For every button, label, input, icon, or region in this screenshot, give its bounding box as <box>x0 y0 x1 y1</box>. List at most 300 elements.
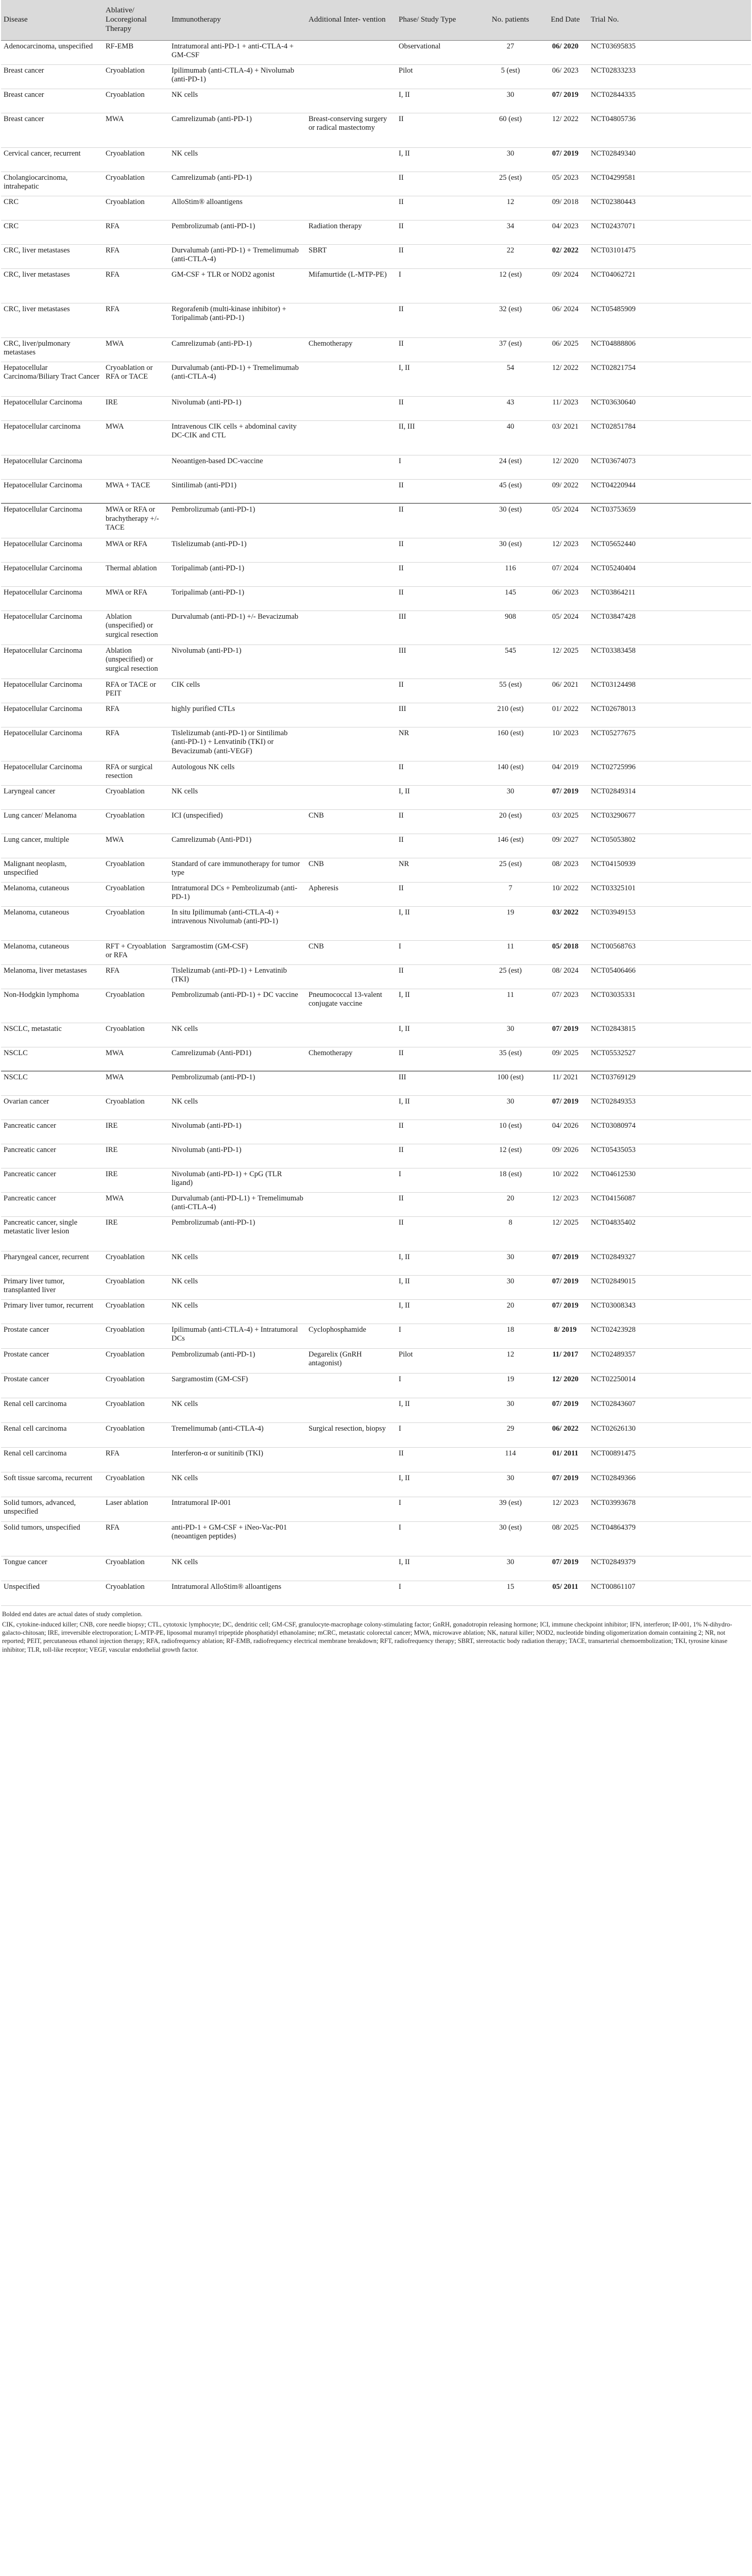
cell-end-date: 10/ 2022 <box>542 882 588 906</box>
table-row <box>1 420 751 455</box>
cell-phase: II <box>396 337 478 362</box>
cell-phase: I <box>396 1581 478 1605</box>
cell-patients: 30 <box>478 1472 542 1497</box>
cell-disease: CRC <box>1 220 103 244</box>
cell-additional-intervention <box>306 420 396 455</box>
cell-end-date: 12/ 2022 <box>542 113 588 147</box>
cell-immunotherapy: Ipilimumab (anti-CTLA-4) + Nivolumab (anti-PD-1) <box>169 64 306 89</box>
table-row <box>1 40 751 64</box>
cell-phase: I <box>396 1373 478 1398</box>
table-row <box>1 1447 751 1472</box>
cell-trial-no: NCT04612530 <box>588 1168 751 1192</box>
table-row <box>1 1398 751 1422</box>
cell-phase: II <box>396 834 478 858</box>
cell-phase: I, II <box>396 1299 478 1324</box>
cell-ablative-therapy: RFA <box>103 964 169 989</box>
cell-ablative-therapy: IRE <box>103 1120 169 1144</box>
cell-disease: Pancreatic cancer <box>1 1120 103 1144</box>
cell-disease: Renal cell carcinoma <box>1 1447 103 1472</box>
table-row <box>1 858 751 882</box>
cell-trial-no: NCT03993678 <box>588 1497 751 1521</box>
cell-phase: III <box>396 703 478 727</box>
cell-patients: 146 (est) <box>478 834 542 858</box>
cell-immunotherapy: Intratumoral anti-PD-1 + anti-CTLA-4 + GM-CSF <box>169 40 306 64</box>
table-row <box>1 172 751 196</box>
cell-phase: II <box>396 1216 478 1251</box>
cell-ablative-therapy: RFA <box>103 268 169 303</box>
cell-ablative-therapy: Cryoablation <box>103 1556 169 1581</box>
cell-patients: 45 (est) <box>478 479 542 503</box>
cell-disease: CRC, liver metastases <box>1 303 103 337</box>
cell-patients: 20 <box>478 1192 542 1216</box>
table-row <box>1 989 751 1023</box>
cell-disease: Prostate cancer <box>1 1324 103 1348</box>
cell-immunotherapy: Intratumoral IP-001 <box>169 1497 306 1521</box>
cell-trial-no: NCT03674073 <box>588 455 751 479</box>
cell-trial-no: NCT05406466 <box>588 964 751 989</box>
cell-trial-no: NCT02844335 <box>588 89 751 113</box>
cell-phase: I, II <box>396 89 478 113</box>
cell-immunotherapy: Pembrolizumab (anti-PD-1) <box>169 503 306 538</box>
cell-immunotherapy: Intratumoral DCs + Pembrolizumab (anti-PD-1) <box>169 882 306 906</box>
cell-phase: I, II <box>396 1251 478 1275</box>
cell-additional-intervention <box>306 1095 396 1120</box>
cell-phase: I, II <box>396 1398 478 1422</box>
table-row <box>1 244 751 268</box>
cell-additional-intervention <box>306 1299 396 1324</box>
cell-patients: 30 <box>478 1398 542 1422</box>
cell-ablative-therapy: Cryoablation <box>103 1373 169 1398</box>
cell-phase: III <box>396 1071 478 1095</box>
cell-disease: CRC, liver metastases <box>1 244 103 268</box>
cell-patients: 19 <box>478 906 542 940</box>
cell-additional-intervention <box>306 785 396 809</box>
cell-additional-intervention <box>306 362 396 396</box>
cell-ablative-therapy: Cryoablation <box>103 147 169 172</box>
cell-phase: I, II <box>396 906 478 940</box>
cell-ablative-therapy: Cryoablation <box>103 1275 169 1299</box>
cell-disease: Cervical cancer, recurrent <box>1 147 103 172</box>
table-row <box>1 1251 751 1275</box>
cell-end-date: 06/ 2023 <box>542 586 588 611</box>
cell-additional-intervention: Mifamurtide (L-MTP-PE) <box>306 268 396 303</box>
cell-additional-intervention <box>306 964 396 989</box>
cell-ablative-therapy: RFA or TACE or PEIT <box>103 679 169 703</box>
cell-phase: II <box>396 113 478 147</box>
cell-disease: Hepatocellular Carcinoma <box>1 455 103 479</box>
cell-ablative-therapy: Ablation (unspecified) or surgical resection <box>103 611 169 645</box>
header-row <box>1 0 751 40</box>
cell-ablative-therapy: IRE <box>103 1144 169 1168</box>
header-end-date: End Date <box>542 0 588 40</box>
table-row <box>1 268 751 303</box>
cell-phase: I, II <box>396 1472 478 1497</box>
cell-patients: 30 <box>478 1023 542 1047</box>
cell-end-date: 04/ 2026 <box>542 1120 588 1144</box>
header-additional-intervention: Additional Inter- vention <box>306 0 396 40</box>
table-row <box>1 303 751 337</box>
cell-end-date: 09/ 2026 <box>542 1144 588 1168</box>
cell-immunotherapy: NK cells <box>169 1398 306 1422</box>
table-row <box>1 834 751 858</box>
cell-additional-intervention <box>306 40 396 64</box>
table-row <box>1 1581 751 1605</box>
table-row <box>1 1275 751 1299</box>
cell-disease: Hepatocellular Carcinoma <box>1 479 103 503</box>
header-trial-no: Trial No. <box>588 0 751 40</box>
cell-phase: II <box>396 396 478 420</box>
cell-trial-no: NCT03124498 <box>588 679 751 703</box>
cell-disease: Lung cancer, multiple <box>1 834 103 858</box>
cell-end-date: 05/ 2018 <box>542 940 588 964</box>
table-row <box>1 679 751 703</box>
cell-disease: Solid tumors, advanced, unspecified <box>1 1497 103 1521</box>
header-phase: Phase/ Study Type <box>396 0 478 40</box>
cell-phase: II <box>396 244 478 268</box>
cell-trial-no: NCT02849015 <box>588 1275 751 1299</box>
cell-ablative-therapy: MWA <box>103 1047 169 1071</box>
cell-trial-no: NCT02849340 <box>588 147 751 172</box>
cell-trial-no: NCT05053802 <box>588 834 751 858</box>
cell-patients: 30 <box>478 89 542 113</box>
cell-disease: Breast cancer <box>1 113 103 147</box>
cell-patients: 12 (est) <box>478 268 542 303</box>
cell-end-date: 8/ 2019 <box>542 1324 588 1348</box>
cell-disease: CRC <box>1 196 103 220</box>
cell-phase: II <box>396 1047 478 1071</box>
cell-end-date: 07/ 2019 <box>542 1251 588 1275</box>
cell-additional-intervention <box>306 1556 396 1581</box>
cell-ablative-therapy <box>103 455 169 479</box>
cell-trial-no: NCT03290677 <box>588 809 751 834</box>
table-row <box>1 396 751 420</box>
cell-disease: Hepatocellular Carcinoma <box>1 396 103 420</box>
table-row <box>1 586 751 611</box>
cell-ablative-therapy: RFT + Cryoablation or RFA <box>103 940 169 964</box>
cell-additional-intervention <box>306 645 396 679</box>
cell-disease: Pancreatic cancer <box>1 1168 103 1192</box>
cell-end-date: 12/ 2020 <box>542 1373 588 1398</box>
cell-end-date: 07/ 2019 <box>542 1023 588 1047</box>
cell-trial-no: NCT05532527 <box>588 1047 751 1071</box>
cell-end-date: 03/ 2021 <box>542 420 588 455</box>
table-row <box>1 562 751 586</box>
cell-ablative-therapy: Thermal ablation <box>103 562 169 586</box>
cell-additional-intervention <box>306 1251 396 1275</box>
cell-disease: Melanoma, cutaneous <box>1 882 103 906</box>
table-row <box>1 882 751 906</box>
cell-immunotherapy: Nivolumab (anti-PD-1) <box>169 645 306 679</box>
cell-disease: CRC, liver metastases <box>1 268 103 303</box>
cell-additional-intervention <box>306 89 396 113</box>
cell-trial-no: NCT04805736 <box>588 113 751 147</box>
cell-end-date: 05/ 2024 <box>542 611 588 645</box>
cell-immunotherapy: Nivolumab (anti-PD-1) + CpG (TLR ligand) <box>169 1168 306 1192</box>
cell-ablative-therapy: Cryoablation <box>103 809 169 834</box>
cell-patients: 34 <box>478 220 542 244</box>
cell-patients: 32 (est) <box>478 303 542 337</box>
cell-trial-no: NCT03949153 <box>588 906 751 940</box>
cell-trial-no: NCT02489357 <box>588 1348 751 1373</box>
table-row <box>1 1521 751 1556</box>
cell-trial-no: NCT04220944 <box>588 479 751 503</box>
cell-phase: I, II <box>396 1556 478 1581</box>
cell-patients: 22 <box>478 244 542 268</box>
cell-patients: 100 (est) <box>478 1071 542 1095</box>
cell-ablative-therapy: MWA <box>103 420 169 455</box>
cell-trial-no: NCT03630640 <box>588 396 751 420</box>
cell-trial-no: NCT03695835 <box>588 40 751 64</box>
table-row <box>1 1168 751 1192</box>
cell-immunotherapy: NK cells <box>169 1275 306 1299</box>
cell-ablative-therapy: Cryoablation <box>103 1581 169 1605</box>
cell-patients: 11 <box>478 940 542 964</box>
table-row <box>1 1047 751 1071</box>
header-immunotherapy: Immunotherapy <box>169 0 306 40</box>
cell-immunotherapy: CIK cells <box>169 679 306 703</box>
cell-disease: Laryngeal cancer <box>1 785 103 809</box>
cell-additional-intervention <box>306 1373 396 1398</box>
cell-disease: Cholangiocarcinoma, intrahepatic <box>1 172 103 196</box>
cell-end-date: 12/ 2023 <box>542 1192 588 1216</box>
cell-immunotherapy: Durvalumab (anti-PD-1) + Tremelimumab (anti-CTLA-4) <box>169 362 306 396</box>
cell-ablative-therapy: MWA or RFA <box>103 538 169 562</box>
table-row <box>1 703 751 727</box>
cell-ablative-therapy: Laser ablation <box>103 1497 169 1521</box>
cell-additional-intervention <box>306 1192 396 1216</box>
cell-end-date: 07/ 2023 <box>542 989 588 1023</box>
table-row <box>1 1192 751 1216</box>
cell-phase: II <box>396 1120 478 1144</box>
cell-ablative-therapy: Cryoablation <box>103 1348 169 1373</box>
table-row <box>1 113 751 147</box>
cell-disease: Primary liver tumor, recurrent <box>1 1299 103 1324</box>
cell-ablative-therapy: RFA <box>103 727 169 761</box>
cell-end-date: 05/ 2023 <box>542 172 588 196</box>
header-ablative-therapy: Ablative/ Locoregional Therapy <box>103 0 169 40</box>
cell-trial-no: NCT04835402 <box>588 1216 751 1251</box>
cell-patients: 25 (est) <box>478 172 542 196</box>
cell-trial-no: NCT03080974 <box>588 1120 751 1144</box>
cell-immunotherapy: Camrelizumab (anti-PD-1) <box>169 113 306 147</box>
cell-patients: 29 <box>478 1422 542 1447</box>
cell-end-date: 12/ 2022 <box>542 362 588 396</box>
cell-ablative-therapy: Cryoablation <box>103 196 169 220</box>
cell-end-date: 12/ 2020 <box>542 455 588 479</box>
cell-end-date: 11/ 2017 <box>542 1348 588 1373</box>
cell-trial-no: NCT02849314 <box>588 785 751 809</box>
cell-disease: Melanoma, cutaneous <box>1 906 103 940</box>
cell-phase: I <box>396 1168 478 1192</box>
cell-ablative-therapy: RFA <box>103 220 169 244</box>
cell-additional-intervention <box>306 586 396 611</box>
cell-additional-intervention <box>306 196 396 220</box>
cell-additional-intervention: Chemotherapy <box>306 1047 396 1071</box>
cell-end-date: 09/ 2022 <box>542 479 588 503</box>
cell-immunotherapy: Sintilimab (anti-PD1) <box>169 479 306 503</box>
cell-disease: Hepatocellular Carcinoma <box>1 645 103 679</box>
cell-patients: 30 (est) <box>478 538 542 562</box>
cell-trial-no: NCT04150939 <box>588 858 751 882</box>
table-row <box>1 479 751 503</box>
table-row <box>1 964 751 989</box>
cell-disease: Lung cancer/ Melanoma <box>1 809 103 834</box>
cell-patients: 20 (est) <box>478 809 542 834</box>
cell-patients: 30 <box>478 1556 542 1581</box>
cell-trial-no: NCT03035331 <box>588 989 751 1023</box>
cell-end-date: 07/ 2019 <box>542 1299 588 1324</box>
cell-immunotherapy: Tremelimumab (anti-CTLA-4) <box>169 1422 306 1447</box>
cell-trial-no: NCT00568763 <box>588 940 751 964</box>
cell-phase: I <box>396 940 478 964</box>
cell-patients: 54 <box>478 362 542 396</box>
cell-trial-no: NCT04299581 <box>588 172 751 196</box>
cell-immunotherapy: Nivolumab (anti-PD-1) <box>169 1144 306 1168</box>
cell-patients: 11 <box>478 989 542 1023</box>
cell-additional-intervention <box>306 727 396 761</box>
cell-ablative-therapy: RFA or surgical resection <box>103 761 169 785</box>
cell-end-date: 08/ 2023 <box>542 858 588 882</box>
cell-ablative-therapy: Cryoablation <box>103 1095 169 1120</box>
cell-ablative-therapy: Cryoablation <box>103 1324 169 1348</box>
cell-trial-no: NCT05485909 <box>588 303 751 337</box>
cell-trial-no: NCT02250014 <box>588 1373 751 1398</box>
cell-phase: II, III <box>396 420 478 455</box>
cell-phase: II <box>396 538 478 562</box>
cell-end-date: 10/ 2022 <box>542 1168 588 1192</box>
cell-phase: Pilot <box>396 64 478 89</box>
cell-end-date: 09/ 2024 <box>542 268 588 303</box>
cell-immunotherapy: Intratumoral AlloStim® alloantigens <box>169 1581 306 1605</box>
cell-patients: 12 <box>478 1348 542 1373</box>
cell-immunotherapy: Camrelizumab (anti-PD-1) <box>169 337 306 362</box>
cell-immunotherapy: Camrelizumab (Anti-PD1) <box>169 834 306 858</box>
cell-patients: 7 <box>478 882 542 906</box>
cell-disease: CRC, liver/pulmonary metastases <box>1 337 103 362</box>
cell-patients: 25 (est) <box>478 964 542 989</box>
cell-disease: Tongue cancer <box>1 1556 103 1581</box>
cell-immunotherapy: Standard of care immunotherapy for tumor type <box>169 858 306 882</box>
cell-trial-no: NCT04888806 <box>588 337 751 362</box>
cell-patients: 12 (est) <box>478 1144 542 1168</box>
cell-disease: NSCLC, metastatic <box>1 1023 103 1047</box>
cell-immunotherapy: NK cells <box>169 89 306 113</box>
cell-additional-intervention <box>306 479 396 503</box>
cell-ablative-therapy: Cryoablation <box>103 1023 169 1047</box>
cell-additional-intervention <box>306 147 396 172</box>
cell-immunotherapy: Toripalimab (anti-PD-1) <box>169 562 306 586</box>
cell-patients: 30 <box>478 785 542 809</box>
cell-disease: Hepatocellular Carcinoma <box>1 503 103 538</box>
table-row <box>1 196 751 220</box>
cell-additional-intervention <box>306 1497 396 1521</box>
cell-disease: Breast cancer <box>1 64 103 89</box>
cell-end-date: 05/ 2011 <box>542 1581 588 1605</box>
cell-disease: Melanoma, liver metastases <box>1 964 103 989</box>
cell-disease: Hepatocellular Carcinoma <box>1 703 103 727</box>
table-row <box>1 1144 751 1168</box>
cell-additional-intervention <box>306 703 396 727</box>
cell-immunotherapy: Interferon-α or sunitinib (TKI) <box>169 1447 306 1472</box>
cell-trial-no: NCT02851784 <box>588 420 751 455</box>
cell-additional-intervention <box>306 455 396 479</box>
cell-disease: Hepatocellular Carcinoma <box>1 562 103 586</box>
cell-additional-intervention <box>306 1216 396 1251</box>
cell-immunotherapy: Sargramostim (GM-CSF) <box>169 940 306 964</box>
cell-phase: I, II <box>396 1095 478 1120</box>
cell-immunotherapy: NK cells <box>169 1251 306 1275</box>
cell-ablative-therapy: MWA <box>103 834 169 858</box>
cell-phase: II <box>396 882 478 906</box>
cell-trial-no: NCT03101475 <box>588 244 751 268</box>
table-row <box>1 1324 751 1348</box>
cell-phase: II <box>396 1144 478 1168</box>
cell-patients: 140 (est) <box>478 761 542 785</box>
cell-patients: 25 (est) <box>478 858 542 882</box>
cell-ablative-therapy: RF-EMB <box>103 40 169 64</box>
cell-end-date: 12/ 2023 <box>542 1497 588 1521</box>
cell-trial-no: NCT03753659 <box>588 503 751 538</box>
cell-end-date: 07/ 2024 <box>542 562 588 586</box>
cell-additional-intervention <box>306 172 396 196</box>
cell-disease: Melanoma, cutaneous <box>1 940 103 964</box>
cell-immunotherapy: In situ Ipilimumab (anti-CTLA-4) + intravenous Nivolumab (anti-PD-1) <box>169 906 306 940</box>
cell-trial-no: NCT03864211 <box>588 586 751 611</box>
cell-additional-intervention: Cyclophosphamide <box>306 1324 396 1348</box>
cell-additional-intervention: CNB <box>306 940 396 964</box>
cell-end-date: 07/ 2019 <box>542 1095 588 1120</box>
cell-trial-no: NCT02849353 <box>588 1095 751 1120</box>
cell-additional-intervention <box>306 1144 396 1168</box>
cell-end-date: 07/ 2019 <box>542 1398 588 1422</box>
cell-immunotherapy: Pembrolizumab (anti-PD-1) + DC vaccine <box>169 989 306 1023</box>
cell-immunotherapy: Pembrolizumab (anti-PD-1) <box>169 1348 306 1373</box>
cell-immunotherapy: Camrelizumab (anti-PD-1) <box>169 172 306 196</box>
cell-ablative-therapy: MWA <box>103 113 169 147</box>
cell-ablative-therapy: Cryoablation <box>103 1299 169 1324</box>
table-row <box>1 1299 751 1324</box>
cell-disease: Pancreatic cancer, single metastatic liver lesion <box>1 1216 103 1251</box>
cell-end-date: 07/ 2019 <box>542 1556 588 1581</box>
cell-disease: Solid tumors, unspecified <box>1 1521 103 1556</box>
cell-additional-intervention <box>306 1023 396 1047</box>
cell-end-date: 01/ 2011 <box>542 1447 588 1472</box>
cell-end-date: 02/ 2022 <box>542 244 588 268</box>
table-row <box>1 1373 751 1398</box>
cell-end-date: 06/ 2023 <box>542 64 588 89</box>
header-patients: No. patients <box>478 0 542 40</box>
cell-immunotherapy: Tislelizumab (anti-PD-1) or Sintilimab (anti-PD-1) + Lenvatinib (TKI) or Bevacizumab (anti-VEGF) <box>169 727 306 761</box>
cell-end-date: 07/ 2019 <box>542 1275 588 1299</box>
cell-patients: 27 <box>478 40 542 64</box>
cell-patients: 30 <box>478 1095 542 1120</box>
table-row <box>1 645 751 679</box>
cell-phase: III <box>396 645 478 679</box>
cell-end-date: 08/ 2025 <box>542 1521 588 1556</box>
cell-additional-intervention <box>306 1447 396 1472</box>
table-row <box>1 538 751 562</box>
cell-additional-intervention: SBRT <box>306 244 396 268</box>
table-row <box>1 1497 751 1521</box>
table-row <box>1 1071 751 1095</box>
table-row <box>1 147 751 172</box>
cell-patients: 60 (est) <box>478 113 542 147</box>
cell-immunotherapy: Regorafenib (multi-kinase inhibitor) + Toripalimab (anti-PD-1) <box>169 303 306 337</box>
table-row <box>1 1472 751 1497</box>
cell-end-date: 04/ 2023 <box>542 220 588 244</box>
cell-ablative-therapy: Cryoablation <box>103 1398 169 1422</box>
cell-phase: I <box>396 455 478 479</box>
